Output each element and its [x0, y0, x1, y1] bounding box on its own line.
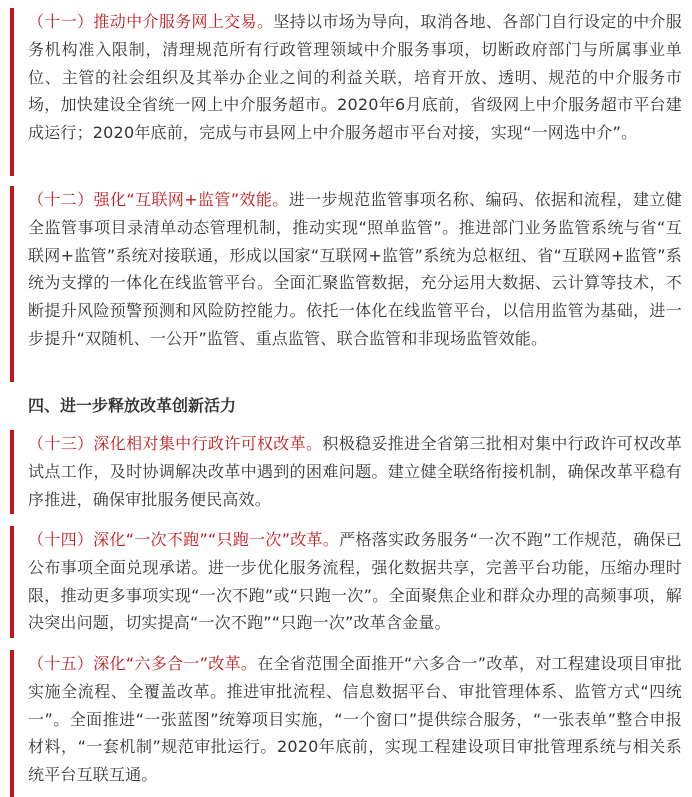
quote-bar [10, 8, 14, 176]
section-13-text [28, 430, 682, 513]
section-14-body: 严格落实政务服务“一次不跑”工作规范，确保已公布事项全面兑现承诺。进一步优化服务流程，强化数据共享，完善平台功能，压缩办理时限，推动更多事项实现“一次不跑”或“只跑一次”。全面聚焦企业和群众办理的高频事项，解决突出问题，切实提高“一次不跑”“只跑一次”改革含金量。 [28, 530, 682, 633]
quote-bar [10, 186, 14, 382]
section-11-body: 坚持以市场为导向，取消各地、各部门自行设定的中介服务机构准入限制，清理规范所有行政管理领域中介服务事项，切断政府部门与所属事业单位、主管的社会组织及其举办企业之间的利益关联，培育开放、透明、规范的中介服务市场，加快建设全省统一网上中介服务超市。2020年6月底前，省级网上中介服务超市平台建成运行；2020年底前，完成与市县网上中介服务超市平台对接，实现“一网选中介”。 [28, 12, 682, 143]
section-14-lead: （十四）深化“一次不跑”“只跑一次”改革。 [28, 530, 340, 549]
section-12-text [28, 186, 682, 353]
section-14-quote [10, 526, 682, 638]
section-12-quote [10, 186, 682, 382]
section-12-body: 进一步规范监管事项名称、编码、依据和流程，建立健全监管事项目录清单动态管理机制，推动实现“照单监管”。推进部门业务监管系统与省“互联网+监管”系统对接联通，形成以国家“互联网+监管”系统为总枢纽、省“互联网+监管”系统为支撑的一体化在线监管平台。全面汇聚监管数据，充分运用大数据、云计算等技术，不断提升风险预警预测和风险防控能力。依托一体化在线监管平台，以信用监管为基础，进一步提升“双随机、一公开”监管、重点监管、联合监管和非现场监管效能。 [28, 190, 682, 348]
section-11-text [28, 8, 682, 147]
section-15-quote [10, 650, 682, 797]
part-heading: 四、进一步释放改革创新活力 [28, 396, 237, 415]
section-14-text [28, 526, 682, 637]
quote-bar [10, 650, 14, 797]
section-11-lead: （十一）推动中介服务网上交易。 [28, 12, 274, 31]
quote-bar [10, 430, 14, 514]
section-11-quote [10, 8, 682, 176]
section-13-body: 积极稳妥推进全省第三批相对集中行政许可权改革试点工作，及时协调解决改革中遇到的困难问题。建立健全联络衔接机制，确保改革平稳有序推进，确保审批服务便民高效。 [28, 434, 682, 509]
section-13-lead: （十三）深化相对集中行政许可权改革。 [28, 434, 323, 453]
section-15-body: 在全省范围全面推开“六多合一”改革，对工程建设项目审批实施全流程、全覆盖改革。推进审批流程、信息数据平台、审批管理体系、监管方式“四统一”。全面推进“一张蓝图”统筹项目实施，“一个窗口”提供综合服务，“一张表单”整合申报材料，“一套机制”规范审批运行。2020年底前，实现工程建设项目审批管理系统与相关系统平台互联互通。 [28, 654, 682, 785]
section-15-text [28, 650, 682, 789]
section-15-lead: （十五）深化“六多合一”改革。 [28, 654, 258, 673]
quote-bar [10, 526, 14, 638]
section-13-quote [10, 430, 682, 514]
section-12-lead: （十二）强化“互联网+监管”效能。 [28, 190, 289, 209]
